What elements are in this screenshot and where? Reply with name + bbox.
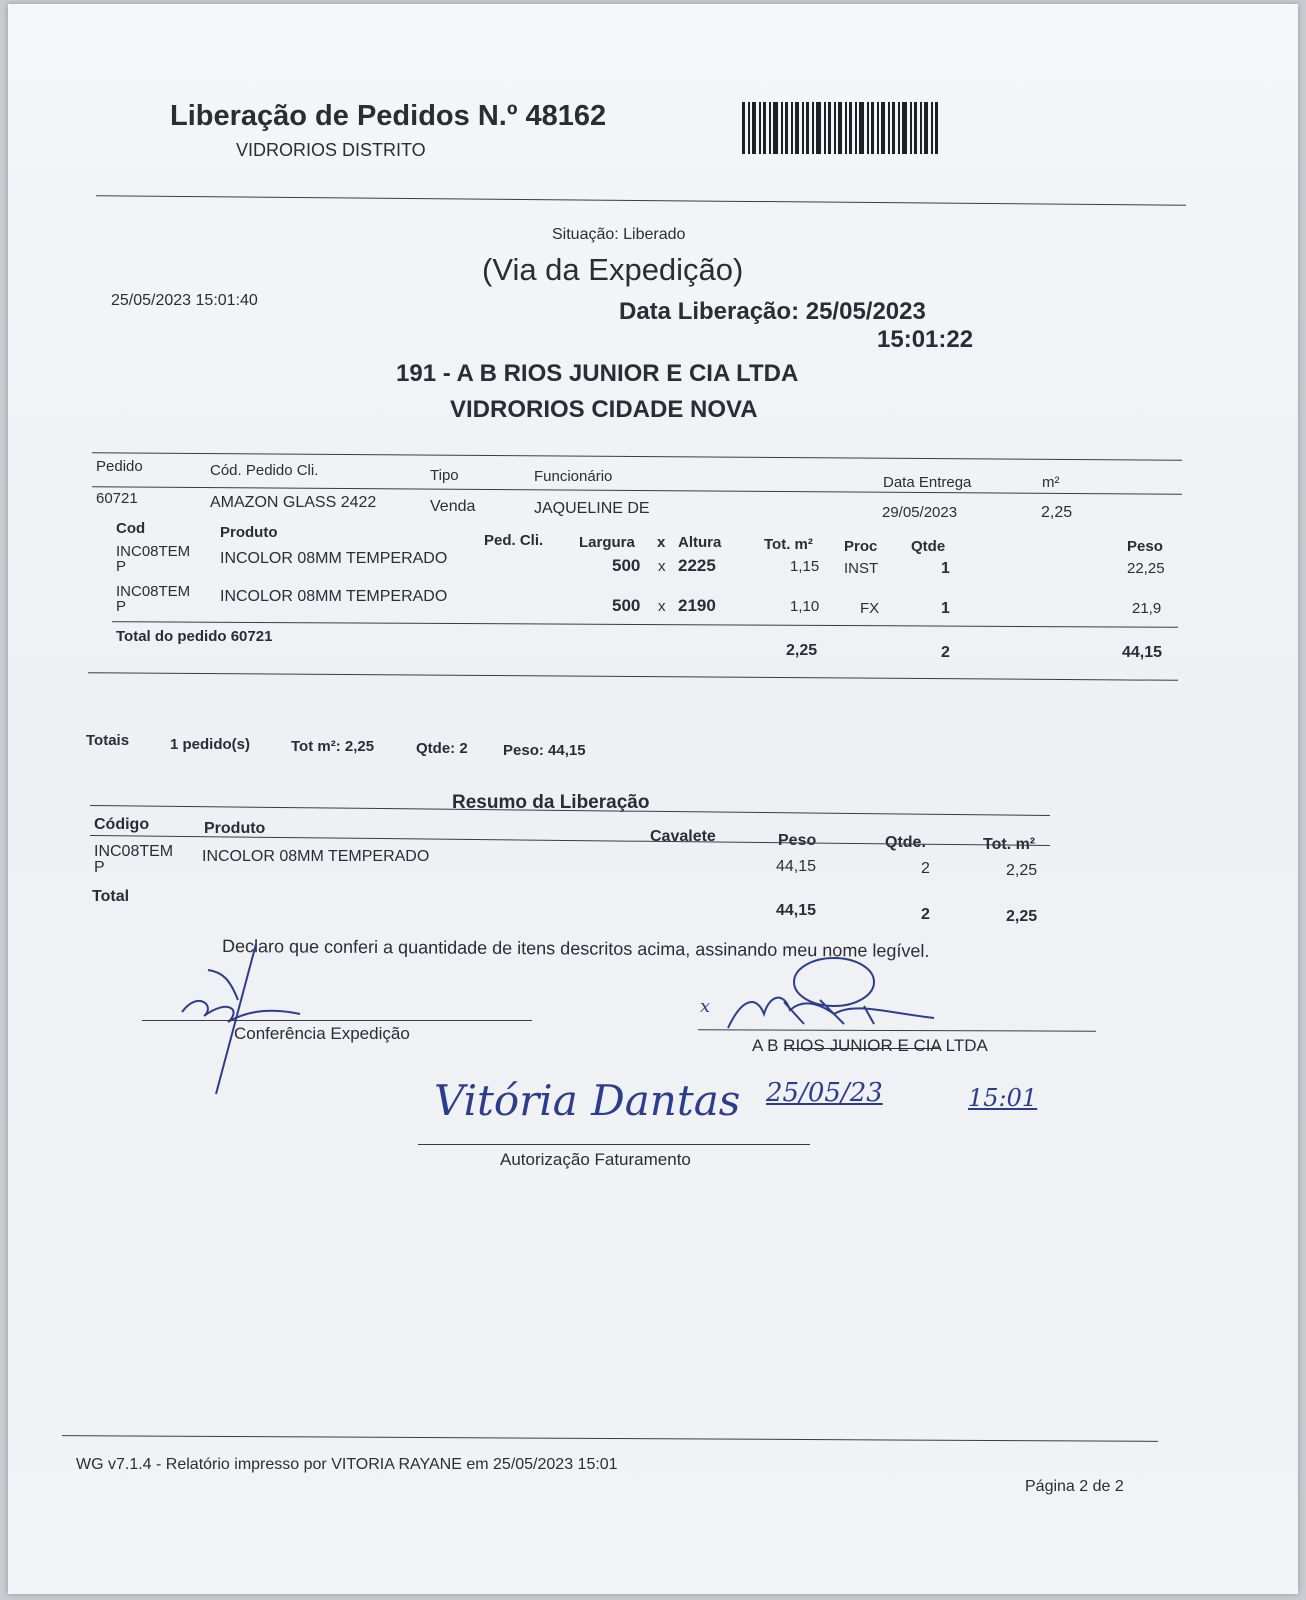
item-header-tot-m2: Tot. m²: [764, 536, 813, 553]
print-datetime: 25/05/2023 15:01:40: [111, 292, 258, 309]
autorizacao-label: Autorização Faturamento: [500, 1150, 691, 1169]
table-bottom-border: [88, 672, 1178, 681]
item-header-qtde: Qtde: [911, 538, 946, 555]
totals-peso: Peso: 44,15: [503, 742, 586, 759]
declaration-text: Declaro que conferi a quantidade de itens descritos acima, assinando meu nome legível.: [221, 936, 930, 961]
header-divider: [96, 195, 1186, 206]
header-data-entrega: Data Entrega: [883, 474, 972, 491]
header-cod-pedido-cli: Cód. Pedido Cli.: [210, 462, 319, 479]
item-tot-m2: 1,15: [790, 558, 820, 575]
client-signature-mark: x: [700, 996, 711, 1017]
status-label: Situação: Liberado: [552, 226, 686, 243]
header-m2: m²: [1042, 474, 1060, 491]
client-store: VIDRORIOS CIDADE NOVA: [450, 396, 758, 423]
item-header-cod: Cod: [116, 520, 146, 537]
item-qtde: 1: [941, 600, 950, 617]
item-x: x: [658, 558, 666, 575]
item-altura: 2190: [678, 596, 716, 615]
cell-cod-pedido-cli: AMAZON GLASS 2422: [210, 494, 377, 511]
client-signature-label: A B RIOS JUNIOR E CIA LTDA: [752, 1036, 988, 1055]
strikethrough-line: [784, 1048, 940, 1049]
header-tipo: Tipo: [430, 467, 459, 484]
item-largura: 500: [612, 596, 641, 615]
summary-codigo: INC08TEM P: [94, 843, 174, 876]
items-divider: [112, 621, 1178, 628]
totals-pedidos: 1 pedido(s): [170, 736, 251, 753]
summary-total-tot-m2: 2,25: [1006, 908, 1038, 925]
cell-data-entrega: 29/05/2023: [882, 504, 958, 521]
item-header-ped-cli: Ped. Cli.: [484, 532, 544, 549]
header-pedido: Pedido: [96, 458, 143, 475]
summary-produto: INCOLOR 08MM TEMPERADO: [202, 848, 430, 865]
cell-m2: 2,25: [1041, 504, 1073, 521]
summary-peso: 44,15: [776, 858, 817, 875]
summary-header-produto: Produto: [204, 820, 266, 837]
handwritten-time: 15:01: [968, 1084, 1038, 1112]
summary-tot-m2: 2,25: [1006, 862, 1038, 879]
item-largura: 500: [612, 556, 641, 575]
order-total-peso: 44,15: [1122, 644, 1163, 661]
document-page: [8, 4, 1298, 1594]
item-proc: INST: [844, 560, 879, 577]
cell-funcionario: JAQUELINE DE: [534, 500, 650, 517]
footer-divider: [62, 1435, 1158, 1442]
summary-qtde: 2: [921, 860, 930, 877]
page-number: Página 2 de 2: [1025, 1478, 1124, 1495]
item-tot-m2: 1,10: [790, 598, 820, 615]
summary-total-label: Total: [92, 888, 130, 905]
table-top-border: [92, 452, 1182, 461]
summary-header-tot-m2: Tot. m²: [983, 836, 1036, 853]
item-header-produto: Produto: [220, 524, 278, 541]
totals-m2: Tot m²: 2,25: [291, 738, 375, 755]
item-qtde: 1: [941, 560, 950, 577]
cell-pedido: 60721: [96, 490, 138, 507]
header-funcionario: Funcionário: [534, 468, 613, 485]
totals-label: Totais: [86, 732, 130, 749]
handwritten-signature: Vitória Dantas: [434, 1076, 741, 1125]
document-title: Liberação de Pedidos N.º 48162: [170, 100, 607, 132]
item-header-largura: Largura: [579, 534, 635, 551]
item-peso: 21,9: [1132, 600, 1162, 617]
release-time: 15:01:22: [877, 326, 974, 353]
document-subtitle: VIDRORIOS DISTRITO: [236, 140, 426, 160]
conferencia-label: Conferência Expedição: [234, 1024, 410, 1043]
order-total-qtde: 2: [941, 644, 950, 661]
summary-header-qtde: Qtde.: [885, 834, 926, 851]
item-altura: 2225: [678, 556, 716, 575]
footer-printed-by: WG v7.1.4 - Relatório impresso por VITORIA RAYANE em 25/05/2023 15:01: [76, 1456, 618, 1473]
item-produto: INCOLOR 08MM TEMPERADO: [220, 550, 448, 567]
conferencia-signature-line: [142, 1020, 532, 1021]
item-header-altura: Altura: [678, 534, 722, 551]
item-proc: FX: [860, 600, 880, 617]
barcode-icon: [742, 102, 938, 154]
item-cod: INC08TEM P: [116, 543, 191, 575]
item-x: x: [658, 598, 666, 615]
cell-tipo: Venda: [430, 498, 476, 515]
client-signature-icon: [724, 954, 954, 1034]
summary-total-qtde: 2: [921, 906, 930, 923]
item-header-peso: Peso: [1127, 538, 1163, 555]
item-peso: 22,25: [1127, 560, 1165, 577]
release-date: Data Liberação: 25/05/2023: [619, 298, 926, 325]
item-produto: INCOLOR 08MM TEMPERADO: [220, 588, 448, 605]
item-cod: INC08TEM P: [116, 583, 191, 615]
summary-header-codigo: Código: [94, 816, 150, 833]
client-name: 191 - A B RIOS JUNIOR E CIA LTDA: [396, 360, 799, 387]
summary-title: Resumo da Liberação: [452, 792, 650, 813]
handwritten-date: 25/05/23: [766, 1078, 883, 1108]
summary-header-cavalete: Cavalete: [650, 828, 716, 845]
item-header-x: x: [657, 534, 666, 551]
order-total-label: Total do pedido 60721: [116, 628, 273, 645]
via-label: (Via da Expedição): [482, 252, 744, 287]
item-header-proc: Proc: [844, 538, 878, 555]
autorizacao-signature-line: [418, 1144, 810, 1145]
summary-total-peso: 44,15: [776, 902, 817, 919]
order-total-m2: 2,25: [786, 642, 818, 659]
summary-header-peso: Peso: [778, 832, 817, 849]
totals-qtde: Qtde: 2: [416, 740, 468, 757]
